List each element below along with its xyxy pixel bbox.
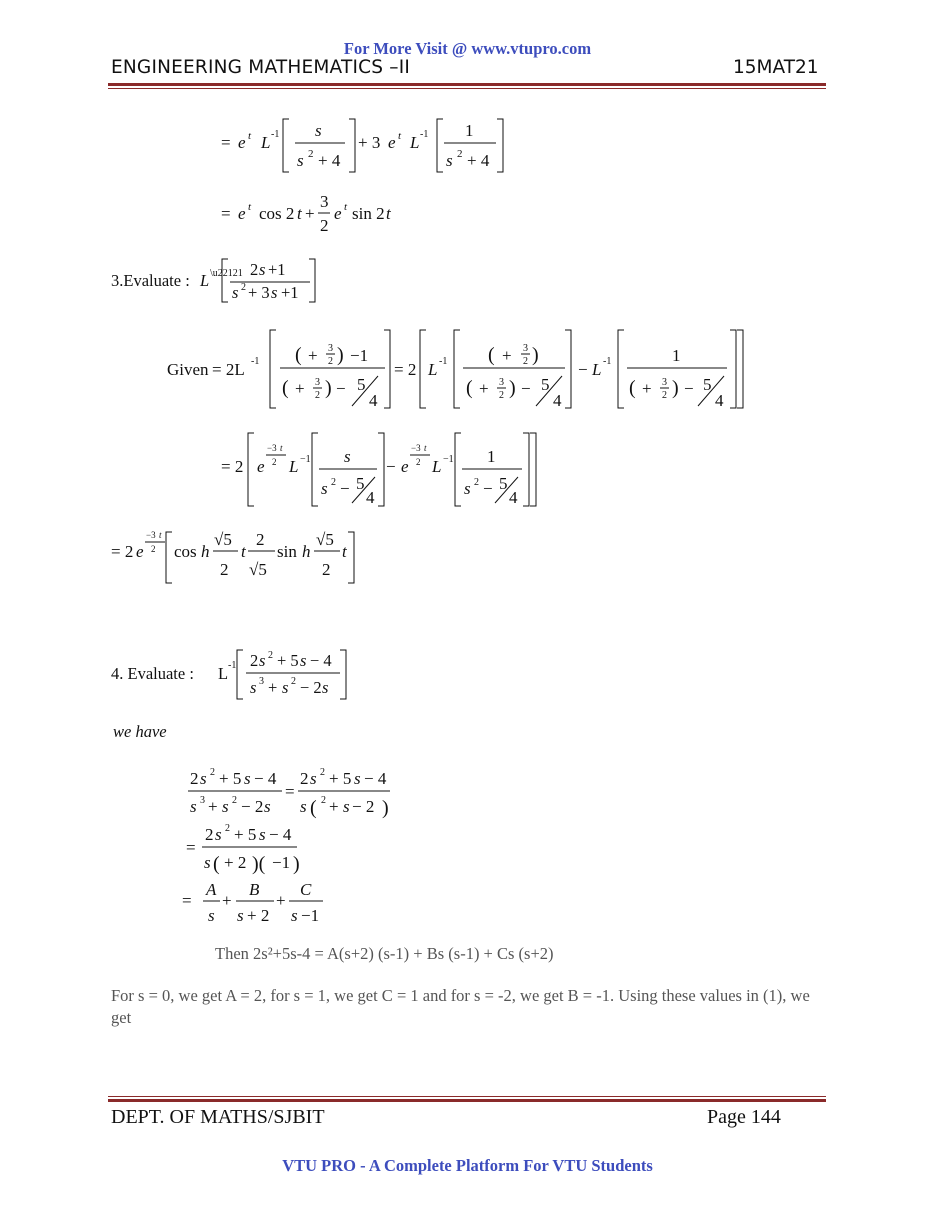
- svg-text:e: e: [388, 133, 396, 152]
- svg-text:): ): [382, 797, 389, 819]
- svg-text:2: 2: [232, 795, 237, 806]
- conclusion-paragraph: For s = 0, we get A = 2, for s = 1, we get C = 1 and for s = -2, we get B = -1. Using these values in (1), we get: [111, 986, 810, 1027]
- svg-text:= 2: = 2: [394, 360, 417, 379]
- svg-text:2: 2: [328, 356, 333, 367]
- svg-text:+: +: [305, 204, 315, 223]
- svg-text:t: t: [159, 530, 162, 540]
- eq-line-2: [221, 192, 392, 235]
- svg-text:− 2: − 2: [241, 797, 264, 816]
- svg-text:4: 4: [715, 391, 724, 410]
- svg-text:− 2: − 2: [300, 678, 322, 697]
- svg-text:e: e: [334, 204, 342, 223]
- svg-text:+: +: [295, 379, 305, 398]
- svg-text:s: s: [244, 769, 251, 788]
- svg-text:2: 2: [291, 676, 296, 687]
- svg-text:2: 2: [241, 282, 246, 293]
- svg-text:√5: √5: [249, 560, 267, 579]
- svg-text:5: 5: [499, 474, 508, 493]
- svg-text:+ 5: + 5: [219, 769, 242, 788]
- svg-text:2: 2: [331, 477, 336, 488]
- svg-text:−: −: [386, 457, 396, 476]
- footer-rule: [108, 1099, 826, 1102]
- svg-text:2: 2: [268, 650, 273, 661]
- svg-text:+1: +1: [268, 260, 286, 279]
- svg-text:s: s: [204, 853, 211, 872]
- svg-text:2: 2: [210, 767, 215, 778]
- svg-text:4: 4: [509, 488, 518, 507]
- svg-text:): ): [672, 377, 679, 399]
- svg-text:2: 2: [205, 825, 214, 844]
- svg-text:5: 5: [356, 474, 365, 493]
- svg-text:+1: +1: [281, 283, 299, 302]
- svg-text:5: 5: [357, 375, 366, 394]
- svg-text:=: =: [186, 838, 196, 857]
- svg-text:s: s: [264, 797, 271, 816]
- svg-text:): ): [509, 377, 516, 399]
- svg-text:+: +: [502, 346, 512, 365]
- svg-text:-1: -1: [271, 129, 280, 140]
- svg-text:2: 2: [662, 390, 667, 401]
- svg-text:e: e: [238, 204, 246, 223]
- svg-text:s: s: [321, 479, 328, 498]
- svg-text:(: (: [282, 377, 289, 399]
- svg-text:−: −: [578, 360, 588, 379]
- svg-text:−: −: [483, 479, 493, 498]
- svg-text:+: +: [308, 346, 318, 365]
- eq-line-5: [221, 433, 536, 507]
- svg-text:5: 5: [541, 375, 550, 394]
- eq-q3: [111, 259, 315, 302]
- svg-text:s: s: [344, 447, 351, 466]
- svg-text:2: 2: [457, 148, 463, 160]
- svg-text:−: −: [521, 379, 531, 398]
- svg-text:t: t: [280, 443, 283, 453]
- svg-text:−1: −1: [300, 454, 311, 465]
- svg-text:L: L: [432, 457, 442, 476]
- svg-text:−1: −1: [272, 853, 291, 872]
- svg-text:\u22121: \u22121: [210, 268, 243, 279]
- svg-text:4: 4: [553, 391, 562, 410]
- svg-text:s: s: [200, 769, 207, 788]
- svg-text:L: L: [410, 133, 420, 152]
- svg-text:(: (: [295, 344, 302, 366]
- svg-text:+ 5: + 5: [277, 651, 299, 670]
- svg-text:h: h: [201, 542, 210, 561]
- svg-text:t: t: [342, 542, 347, 561]
- svg-text:): ): [325, 377, 332, 399]
- svg-text:1: 1: [487, 447, 496, 466]
- svg-text:3: 3: [259, 676, 264, 687]
- svg-text:2: 2: [225, 823, 230, 834]
- svg-text:t: t: [386, 204, 391, 223]
- svg-text:2: 2: [250, 651, 259, 670]
- q4-label: 4. Evaluate :: [111, 664, 194, 683]
- svg-text:1: 1: [465, 121, 474, 140]
- svg-text:t: t: [248, 130, 252, 142]
- svg-text:s: s: [259, 260, 266, 279]
- svg-text:L: L: [289, 457, 299, 476]
- svg-text:2: 2: [320, 216, 329, 235]
- svg-text:3: 3: [315, 377, 320, 388]
- svg-text:−1: −1: [443, 454, 454, 465]
- svg-text:1: 1: [672, 346, 681, 365]
- svg-text:2: 2: [322, 560, 331, 579]
- svg-text:s: s: [291, 906, 298, 925]
- eq-given: [167, 330, 743, 410]
- header-visit-link[interactable]: For More Visit @ www.vtupro.com: [343, 39, 592, 58]
- svg-text:s: s: [310, 769, 317, 788]
- svg-text:− 4: − 4: [254, 769, 277, 788]
- svg-text:−: −: [684, 379, 694, 398]
- svg-text:√5: √5: [214, 530, 232, 549]
- svg-text:s: s: [343, 797, 350, 816]
- svg-text:3: 3: [499, 377, 504, 388]
- svg-text:+: +: [208, 797, 218, 816]
- svg-text:+ 4: + 4: [467, 151, 490, 170]
- svg-text:s: s: [271, 283, 278, 302]
- svg-text:-1: -1: [420, 129, 429, 140]
- svg-text:2: 2: [416, 457, 421, 467]
- eq-partial-fractions: [182, 767, 390, 925]
- svg-text:)(: )(: [252, 853, 266, 875]
- svg-text:s: s: [259, 825, 266, 844]
- eq-line-1: [221, 119, 503, 172]
- svg-text:+: +: [479, 379, 489, 398]
- svg-text:t: t: [241, 542, 246, 561]
- svg-text:s: s: [190, 797, 197, 816]
- svg-text:−3: −3: [267, 443, 277, 453]
- svg-text:s: s: [208, 906, 215, 925]
- svg-text:−: −: [340, 479, 350, 498]
- svg-text:2: 2: [523, 356, 528, 367]
- svg-text:2: 2: [308, 148, 314, 160]
- svg-text:+ 3: + 3: [358, 133, 381, 152]
- svg-text:L: L: [200, 271, 210, 290]
- svg-text:2: 2: [272, 457, 277, 467]
- svg-text:s: s: [237, 906, 244, 925]
- svg-text:-1: -1: [439, 356, 448, 367]
- svg-text:s: s: [215, 825, 222, 844]
- footer-brand-link[interactable]: VTU PRO - A Complete Platform For VTU Students: [282, 1156, 653, 1175]
- svg-text:t: t: [398, 130, 402, 142]
- svg-text:4: 4: [366, 488, 375, 507]
- q3-label: 3.Evaluate :: [111, 271, 190, 290]
- svg-text:+: +: [276, 891, 286, 910]
- svg-text:−1: −1: [301, 906, 320, 925]
- svg-text:3: 3: [200, 795, 205, 806]
- svg-text:L: L: [261, 133, 271, 152]
- svg-text:=: =: [285, 782, 295, 801]
- svg-text:t: t: [344, 201, 348, 213]
- svg-text:t: t: [248, 201, 252, 213]
- svg-text:cos 2: cos 2: [259, 204, 295, 223]
- svg-text:2: 2: [499, 390, 504, 401]
- svg-text:e: e: [238, 133, 246, 152]
- svg-text:s: s: [300, 797, 307, 816]
- svg-text:-1: -1: [251, 356, 260, 367]
- svg-text:3: 3: [523, 343, 528, 354]
- svg-text:+ 2: + 2: [247, 906, 270, 925]
- svg-text:2: 2: [190, 769, 199, 788]
- svg-text:3: 3: [320, 192, 329, 211]
- svg-text:−3: −3: [411, 443, 421, 453]
- svg-text:= 2: = 2: [111, 542, 134, 561]
- svg-text:s: s: [464, 479, 471, 498]
- svg-text:2: 2: [321, 795, 326, 806]
- svg-text:s: s: [259, 651, 266, 670]
- svg-text:(: (: [629, 377, 636, 399]
- svg-text:− 4: − 4: [364, 769, 387, 788]
- svg-text:+: +: [222, 891, 232, 910]
- svg-text:3: 3: [328, 343, 333, 354]
- svg-text:s: s: [300, 651, 307, 670]
- svg-text:− 4: − 4: [310, 651, 332, 670]
- given-label: Given: [167, 360, 209, 379]
- svg-text:−3: −3: [146, 530, 156, 540]
- svg-text:2: 2: [300, 769, 309, 788]
- svg-text:+ 5: + 5: [329, 769, 352, 788]
- svg-text:+ 4: + 4: [318, 151, 341, 170]
- svg-text:h: h: [302, 542, 311, 561]
- footer-rule-thin: [108, 1096, 826, 1097]
- svg-text:s: s: [297, 151, 304, 170]
- svg-text:): ): [337, 344, 344, 366]
- svg-text:=: =: [221, 133, 231, 152]
- svg-text:): ): [293, 853, 300, 875]
- svg-text:2: 2: [315, 390, 320, 401]
- svg-text:=: =: [221, 204, 231, 223]
- eq-line-6: [111, 530, 354, 583]
- svg-text:s: s: [222, 797, 229, 816]
- eq-q4: [111, 650, 346, 699]
- svg-text:sin 2: sin 2: [352, 204, 385, 223]
- svg-text:C: C: [300, 880, 312, 899]
- svg-text:A: A: [206, 880, 217, 899]
- svg-text:cos: cos: [174, 542, 197, 561]
- svg-text:=: =: [182, 891, 192, 910]
- svg-text:= 2: = 2: [221, 457, 244, 476]
- svg-text:L: L: [218, 664, 229, 683]
- svg-text:B: B: [249, 880, 260, 899]
- svg-text:s: s: [322, 678, 329, 697]
- header-title: ENGINEERING MATHEMATICS –II: [111, 57, 411, 78]
- svg-text:-1: -1: [603, 356, 612, 367]
- svg-text:2: 2: [320, 767, 325, 778]
- svg-text:4: 4: [369, 391, 378, 410]
- svg-text:+ 3: + 3: [248, 283, 270, 302]
- we-have-text: we have: [113, 722, 167, 741]
- svg-text:2: 2: [256, 530, 265, 549]
- header-course-code: 15MAT21: [733, 57, 819, 78]
- svg-text:e: e: [401, 457, 409, 476]
- svg-text:): ): [532, 344, 539, 366]
- svg-text:-1: -1: [228, 660, 237, 671]
- footer-page-number: Page 144: [707, 1106, 781, 1128]
- svg-text:5: 5: [703, 375, 712, 394]
- svg-text:s: s: [250, 678, 257, 697]
- svg-text:(: (: [310, 797, 317, 819]
- svg-text:√5: √5: [316, 530, 334, 549]
- svg-text:2: 2: [250, 260, 259, 279]
- svg-text:− 4: − 4: [269, 825, 292, 844]
- svg-text:−1: −1: [350, 346, 369, 365]
- then-equation-text: Then 2s²+5s-4 = A(s+2) (s-1) + Bs (s-1) + Cs (s+2): [215, 944, 554, 963]
- svg-text:(: (: [213, 853, 220, 875]
- svg-text:3: 3: [662, 377, 667, 388]
- svg-text:+: +: [268, 678, 278, 697]
- svg-text:= 2L: = 2L: [212, 360, 245, 379]
- svg-text:− 2: − 2: [352, 797, 375, 816]
- svg-text:s: s: [232, 283, 239, 302]
- svg-text:t: t: [297, 204, 302, 223]
- svg-text:+: +: [642, 379, 652, 398]
- svg-text:e: e: [257, 457, 265, 476]
- svg-text:(: (: [466, 377, 473, 399]
- svg-text:−: −: [336, 379, 346, 398]
- svg-text:t: t: [424, 443, 427, 453]
- svg-text:+ 2: + 2: [224, 853, 247, 872]
- svg-text:+ 5: + 5: [234, 825, 257, 844]
- footer-department: DEPT. OF MATHS/SJBIT: [111, 1106, 325, 1128]
- svg-text:s: s: [354, 769, 361, 788]
- svg-text:sin: sin: [277, 542, 297, 561]
- svg-text:s: s: [315, 121, 322, 140]
- svg-text:2: 2: [474, 477, 479, 488]
- svg-text:s: s: [282, 678, 289, 697]
- svg-text:s: s: [446, 151, 453, 170]
- svg-text:L: L: [592, 360, 602, 379]
- svg-text:L: L: [428, 360, 438, 379]
- svg-text:2: 2: [151, 544, 156, 554]
- svg-text:(: (: [488, 344, 495, 366]
- svg-text:2: 2: [220, 560, 229, 579]
- svg-text:+: +: [329, 797, 339, 816]
- svg-text:e: e: [136, 542, 144, 561]
